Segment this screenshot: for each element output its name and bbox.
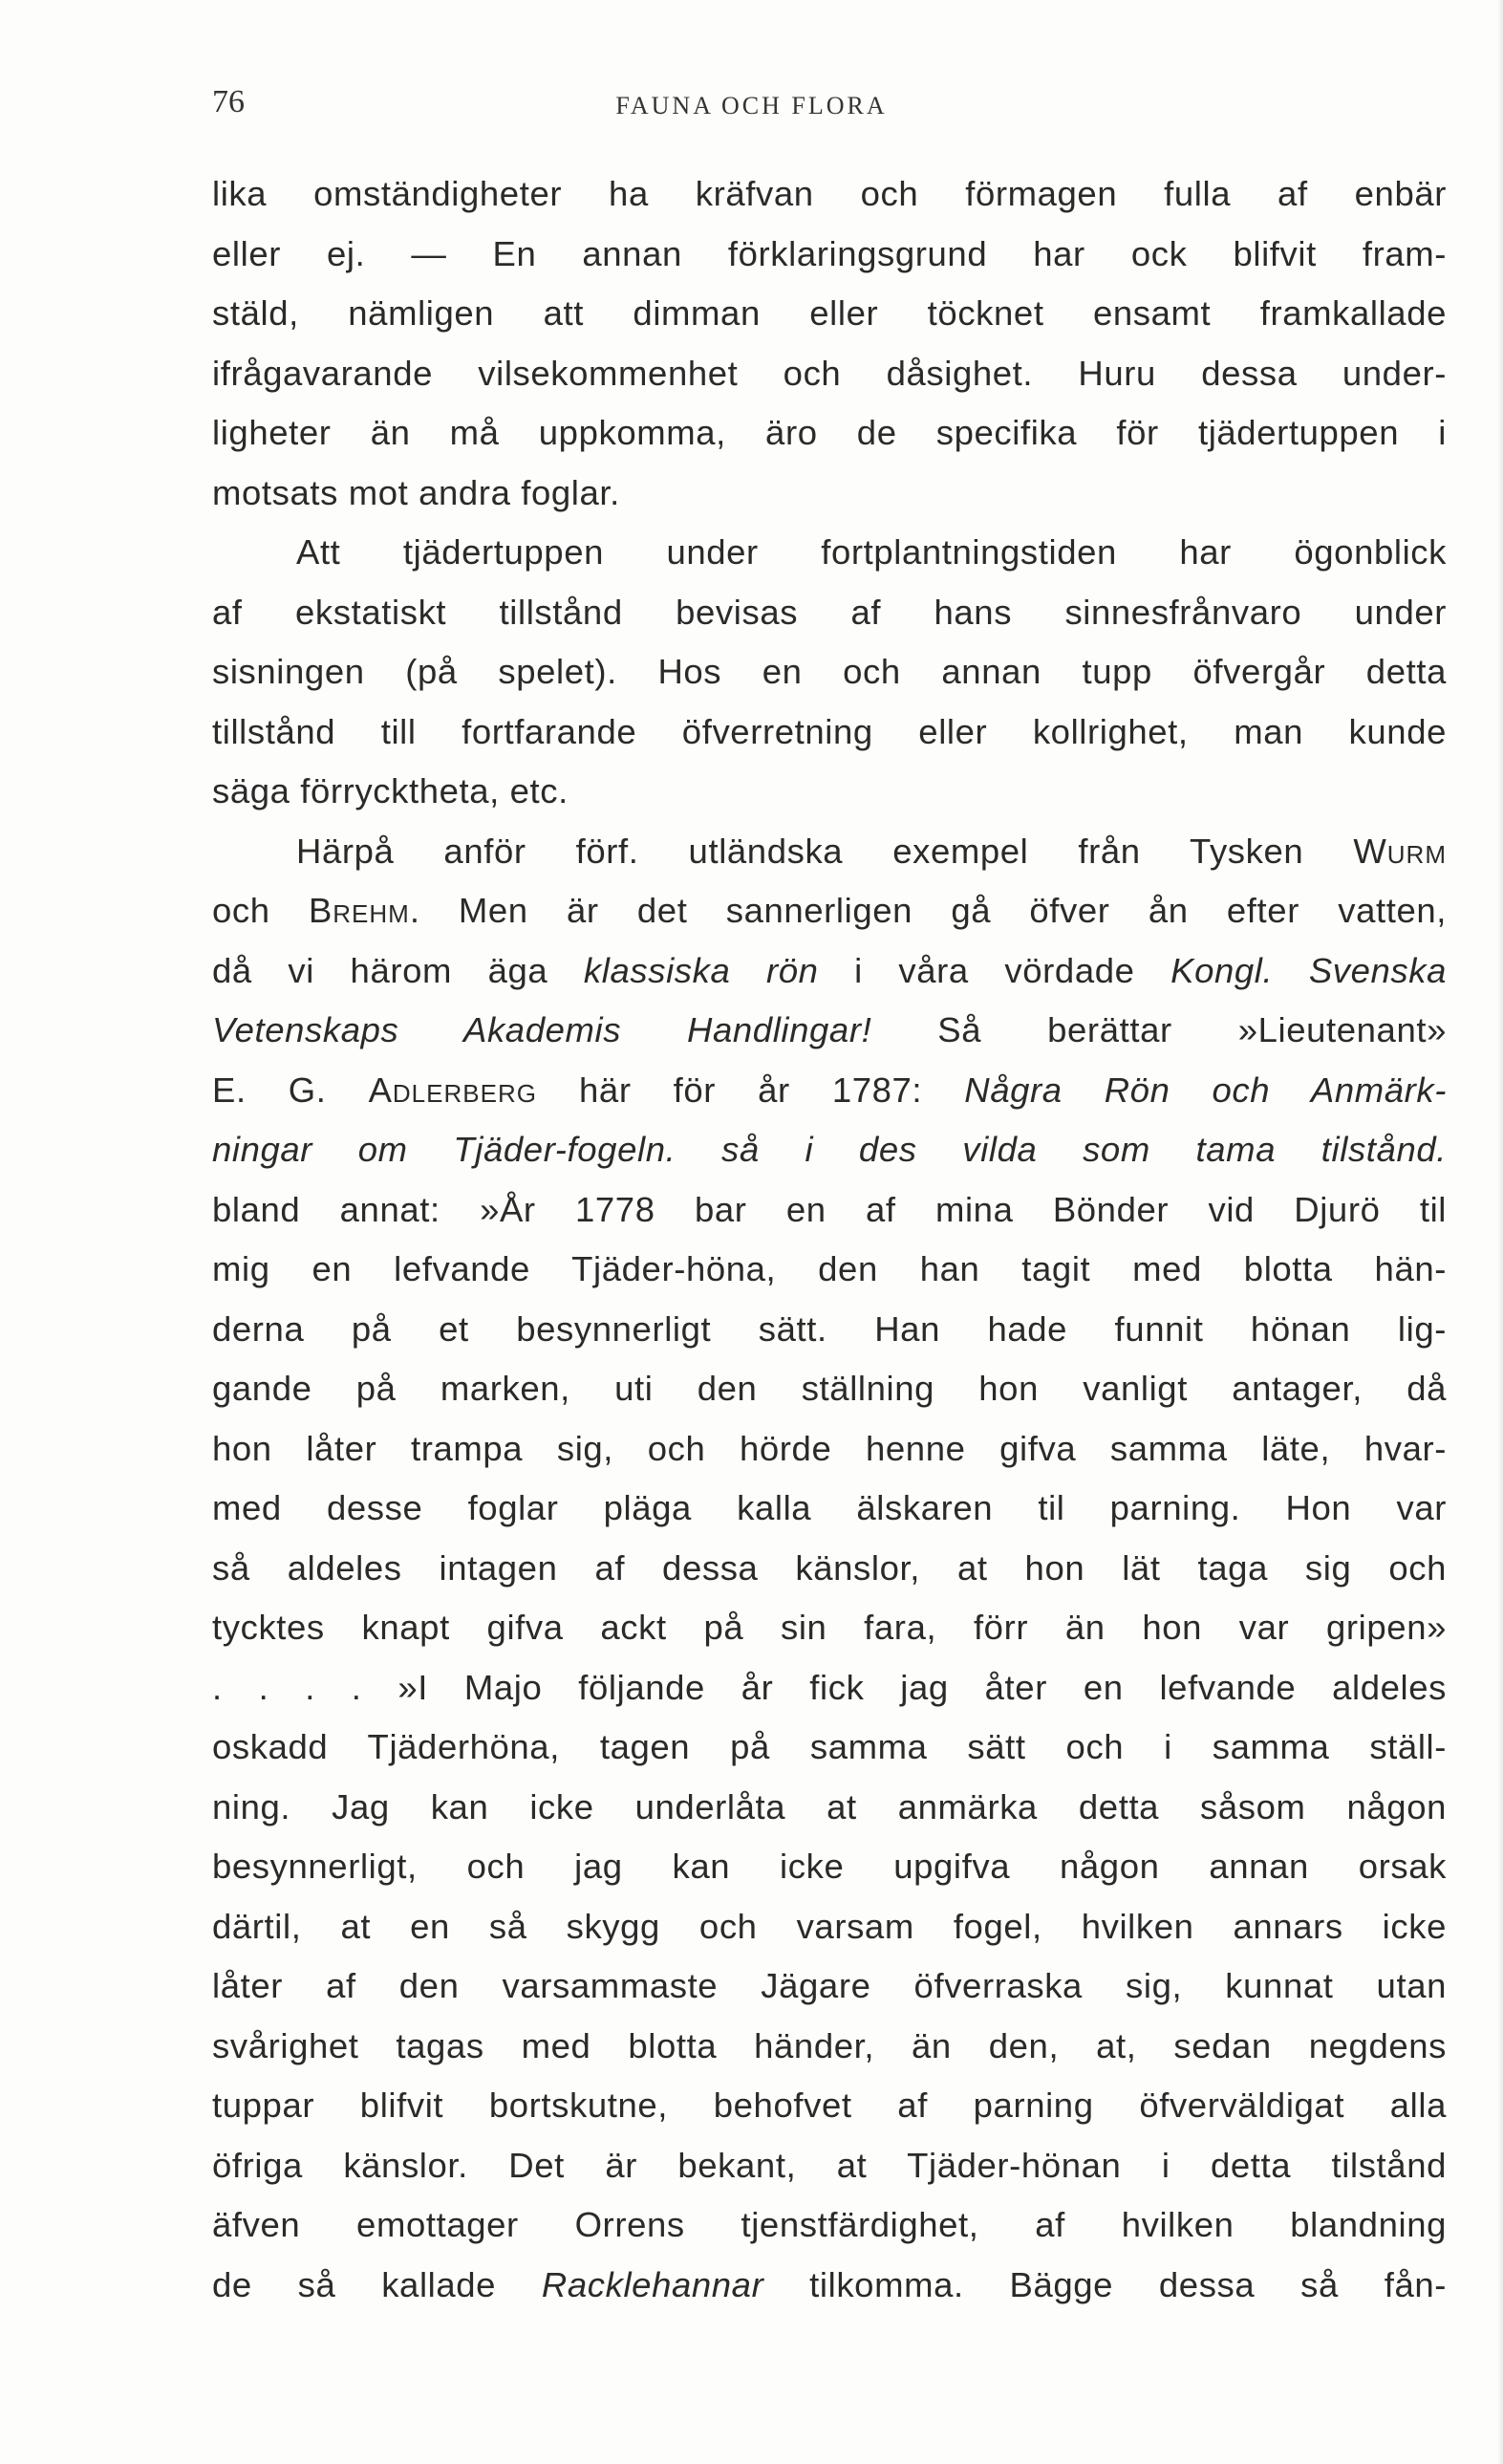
text-line: tillstånd till fortfarande öfverretning eller kollrighet, man kunde: [212, 711, 1447, 751]
text-line: [212, 822, 1447, 882]
text-run: de så kallade: [212, 2264, 542, 2304]
text-line: [212, 2256, 1447, 2316]
text-line: oskadd Tjäderhöna, tagen på samma sätt och i samma ställ-: [212, 1727, 1447, 1766]
text-line: bland annat: »År 1778 bar en af mina Bönder vid Djurö til: [212, 1189, 1447, 1229]
text-run: Härpå anför förf. utländska exempel från Tysken: [296, 831, 1354, 871]
text-line: gande på marken, uti den ställning hon vanligt antager, då: [212, 1369, 1447, 1408]
text-line: därtil, at en så skygg och varsam fogel, hvilken annars icke: [212, 1906, 1447, 1946]
text-line: . . . . »I Majo följande år fick jag åter en lefvande aldeles: [212, 1667, 1447, 1707]
text-run: . Men är det sannerligen gå öfver ån efter vatten,: [409, 891, 1447, 930]
text-line: med desse foglar pläga kalla älskaren til parning. Hon var: [212, 1488, 1447, 1527]
text-line: tuppar blifvit bortskutne, behofvet af parning öfverväldigat alla: [212, 2086, 1447, 2125]
italic-text: Några Rön och Anmärk-: [964, 1070, 1448, 1110]
text-run: då vi härom äga: [212, 950, 584, 990]
author-name: Wurm: [1353, 831, 1447, 871]
text-line: mig en lefvande Tjäder-höna, den han tagit med blotta hän-: [212, 1249, 1447, 1288]
text-run: och: [212, 891, 309, 930]
text-line: besynnerligt, och jag kan icke upgifva någon annan orsak: [212, 1847, 1447, 1886]
author-name: Brehm: [308, 891, 410, 930]
italic-text: Kongl. Svenska: [1170, 950, 1448, 990]
text-line: motsats mot andra foglar.: [212, 472, 620, 512]
text-line: ifrågavarande vilsekommenhet och dåsighet. Huru dessa under-: [212, 353, 1447, 393]
text-line: hon låter trampa sig, och hörde henne gifva samma läte, hvar-: [212, 1428, 1447, 1468]
page-edge-shadow: [1497, 0, 1503, 2464]
text-line: så aldeles intagen af dessa känslor, at hon lät taga sig och: [212, 1547, 1447, 1588]
text-line: af ekstatiskt tillstånd bevisas af hans sinnesfrånvaro under: [212, 592, 1447, 632]
text-line: säga förrycktheta, etc.: [212, 771, 569, 811]
italic-text: Racklehannar: [541, 2264, 764, 2304]
text-line: [212, 1061, 1447, 1121]
text-line: [212, 1001, 1447, 1061]
text-line: [212, 941, 1447, 1002]
text-line: lika omständigheter ha kräfvan och förmagen fulla af enbär: [212, 174, 1447, 213]
text-run: Så berättar »Lieutenant»: [871, 1010, 1447, 1049]
text-run: E. G.: [212, 1070, 369, 1110]
page-number: 76: [212, 84, 245, 119]
text-line: Att tjädertuppen under fortplantningstiden har ögonblick: [296, 532, 1447, 572]
text-line: tycktes knapt gifva ackt på sin fara, förr än hon var gripen»: [212, 1608, 1447, 1647]
text-line: ningar om Tjäder-fogeln. så i des vilda som tama tilstånd.: [212, 1130, 1447, 1169]
text-line: ligheter än må uppkomma, äro de specifika för tjädertuppen i: [212, 413, 1447, 452]
text-line: låter af den varsammaste Jägare öfverraska sig, kunnat utan: [212, 1966, 1447, 2005]
author-name: Adlerberg: [368, 1070, 537, 1110]
text-line: sisningen (på spelet). Hos en och annan tupp öfvergår detta: [212, 652, 1447, 691]
italic-text: Vetenskaps Akademis Handlingar!: [212, 1010, 872, 1049]
text-run: i våra vördade: [818, 950, 1171, 990]
running-head: FAUNA OCH FLORA: [615, 92, 888, 119]
text-line: derna på et besynnerligt sätt. Han hade funnit hönan lig-: [212, 1308, 1447, 1349]
text-line: eller ej. — En annan förklaringsgrund har ock blifvit fram-: [212, 233, 1447, 273]
body-text: [212, 164, 1447, 2315]
text-line: äfven emottager Orrens tjenstfärdighet, af hvilken blandning: [212, 2205, 1447, 2244]
text-line: stäld, nämligen att dimman eller töcknet ensamt framkallade: [212, 293, 1447, 333]
italic-text: klassiska rön: [583, 950, 819, 990]
text-line: [212, 881, 1447, 941]
text-line: öfriga känslor. Det är bekant, at Tjäder-hönan i detta tilstånd: [212, 2145, 1447, 2185]
text-line: svårighet tagas med blotta händer, än den, at, sedan negdens: [212, 2025, 1447, 2065]
text-line: ning. Jag kan icke underlåta at anmärka detta såsom någon: [212, 1786, 1447, 1826]
text-run: tilkomma. Bägge dessa så fån-: [763, 2264, 1448, 2304]
text-run: här för år 1787:: [536, 1070, 965, 1110]
